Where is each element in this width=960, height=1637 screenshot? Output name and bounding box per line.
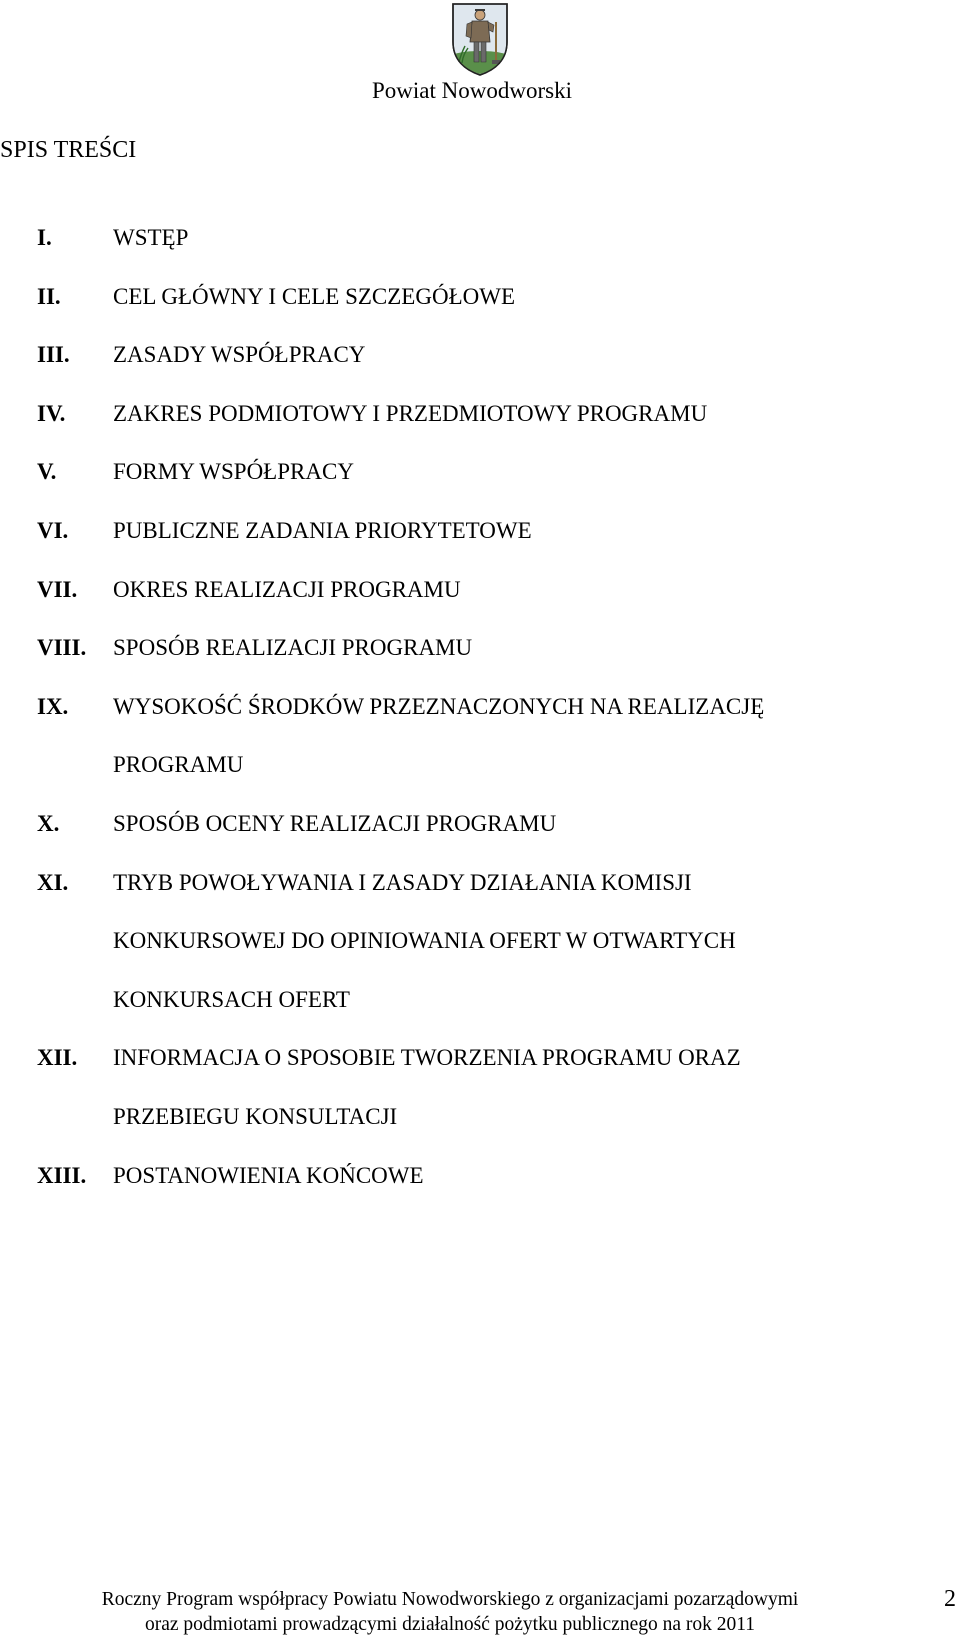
toc-entry-text (113, 209, 188, 268)
toc-entry (37, 209, 917, 268)
toc-entry (37, 443, 917, 502)
toc-numeral: XI. (37, 869, 69, 895)
toc-line: KONKURSACH OFERT (113, 986, 350, 1012)
toc-numeral: IV. (37, 400, 66, 426)
toc-entry (37, 854, 917, 1030)
toc-entry-text (113, 854, 736, 1030)
toc-numeral: I. (37, 225, 52, 250)
toc-numeral: IX. (37, 693, 69, 719)
page-footer (30, 1587, 870, 1637)
toc-line: TRYB POWOŁYWANIA I ZASADY DZIAŁANIA KOMISJI (113, 869, 692, 895)
toc-line: CEL GŁÓWNY I CELE SZCZEGÓŁOWE (113, 283, 515, 309)
toc-numeral: XIII. (37, 1162, 87, 1188)
page-number: 2 (944, 1586, 956, 1612)
toc-entry (37, 561, 917, 620)
toc-entry-text (113, 678, 764, 795)
toc-entry-text (113, 502, 532, 561)
toc-line: PRZEBIEGU KONSULTACJI (113, 1103, 398, 1129)
toc-entry-text (113, 1147, 424, 1206)
toc-line: WSTĘP (113, 225, 189, 250)
toc-entry (37, 385, 917, 444)
toc-entry-text (113, 326, 365, 385)
toc-entry (37, 678, 917, 795)
toc-numeral: VIII. (37, 635, 87, 661)
toc-numeral: II. (37, 283, 61, 309)
footer-line: Roczny Program współpracy Powiatu Nowodworskiego z organizacjami pozarządowymi (101, 1589, 799, 1610)
toc-title: SPIS TREŚCI (0, 137, 137, 163)
toc-entry (37, 1147, 917, 1206)
toc-entry-text (113, 619, 472, 678)
toc-entry (37, 795, 917, 854)
toc-line: KONKURSOWEJ DO OPINIOWANIA OFERT W OTWARTYCH (113, 928, 736, 954)
toc-line: ZASADY WSPÓŁPRACY (113, 342, 366, 368)
toc-line: SPOSÓB OCENY REALIZACJI PROGRAMU (113, 810, 557, 836)
toc-entry-text (113, 268, 515, 327)
table-of-contents (37, 209, 917, 1205)
toc-entry (37, 268, 917, 327)
toc-numeral: XII. (37, 1045, 78, 1071)
toc-line: OKRES REALIZACJI PROGRAMU (113, 576, 461, 602)
toc-entry-text (113, 1029, 741, 1146)
toc-line: POSTANOWIENIA KOŃCOWE (113, 1162, 424, 1188)
coat-of-arms-icon (451, 2, 509, 76)
toc-entry-text (113, 443, 354, 502)
toc-numeral: VI. (37, 517, 69, 543)
footer-line: oraz podmiotami prowadzącymi działalność pożytku publicznego na rok 2011 (144, 1614, 756, 1635)
toc-line: WYSOKOŚĆ ŚRODKÓW PRZEZNACZONYCH NA REALIZACJĘ (113, 693, 765, 719)
authority-name: Powiat Nowodworski (372, 78, 572, 103)
toc-line: FORMY WSPÓŁPRACY (113, 459, 354, 485)
toc-entry (37, 1029, 917, 1146)
toc-entry-text (113, 385, 707, 444)
toc-entry-text (113, 561, 461, 620)
toc-line: PROGRAMU (113, 752, 244, 778)
toc-entry (37, 502, 917, 561)
toc-numeral: III. (37, 342, 70, 368)
toc-line: PUBLICZNE ZADANIA PRIORYTETOWE (113, 517, 532, 543)
toc-entry (37, 326, 917, 385)
toc-line: SPOSÓB REALIZACJI PROGRAMU (113, 635, 473, 661)
toc-numeral: X. (37, 810, 60, 836)
toc-entry (37, 619, 917, 678)
toc-numeral: V. (37, 459, 57, 485)
toc-numeral: VII. (37, 576, 78, 602)
toc-line: ZAKRES PODMIOTOWY I PRZEDMIOTOWY PROGRAMU (113, 400, 708, 426)
toc-entry-text (113, 795, 556, 854)
toc-line: INFORMACJA O SPOSOBIE TWORZENIA PROGRAMU ORAZ (113, 1045, 741, 1071)
